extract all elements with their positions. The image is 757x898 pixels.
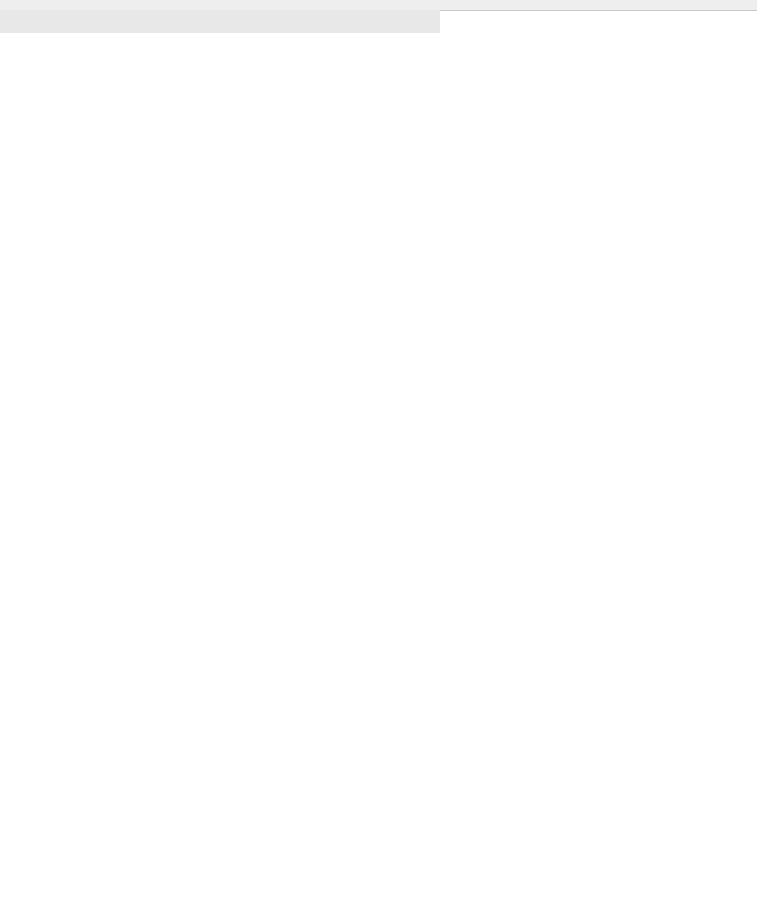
frozen-header-area xyxy=(0,10,440,33)
